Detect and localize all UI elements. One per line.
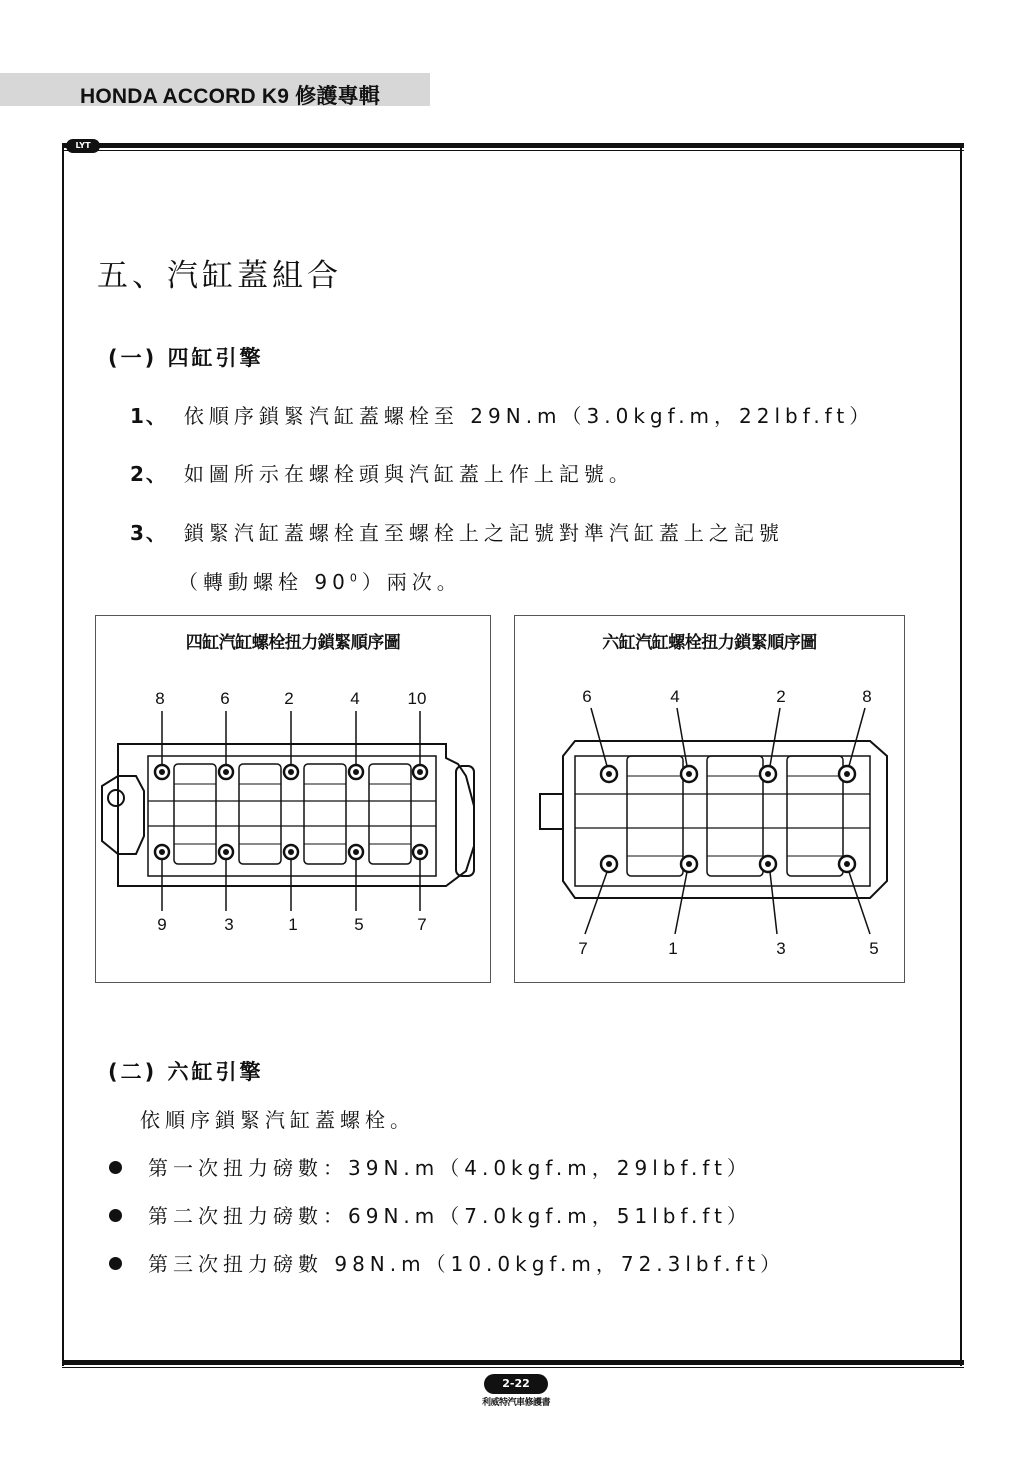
six-cyl-head-diagram xyxy=(515,616,906,984)
top-rule xyxy=(62,143,964,148)
figure-four-title: 四缸汽缸螺栓扭力鎖緊順序圖 xyxy=(185,633,401,653)
bottom-rule xyxy=(62,1360,964,1365)
four-top-label: 10 xyxy=(407,689,427,708)
bullet-dot-icon xyxy=(109,1209,122,1222)
torque-text-1: 第一次扭力磅數：39N.m（4.0kgf.m，29lbf.ft） xyxy=(148,1156,752,1180)
six-bottom-label: 7 xyxy=(578,939,588,958)
bullet-dot-icon xyxy=(109,1161,122,1174)
figure-four-cylinder xyxy=(95,615,491,983)
step-1 xyxy=(130,400,874,429)
four-bottom-label: 1 xyxy=(288,915,298,934)
six-top-label: 8 xyxy=(862,687,872,706)
publisher-name: 利威特汽車修護書 xyxy=(481,1398,550,1408)
step-2-number: 2、 xyxy=(130,462,168,486)
four-top-label: 2 xyxy=(284,689,294,708)
four-bottom-label: 7 xyxy=(417,915,427,934)
step-3-text: 鎖緊汽缸蓋螺栓直至螺栓上之記號對準汽缸蓋上之記號 xyxy=(183,521,784,545)
six-bottom-label: 1 xyxy=(668,939,678,958)
bottom-rule-thin xyxy=(62,1367,964,1368)
six-bottom-label: 5 xyxy=(869,939,879,958)
four-top-label: 4 xyxy=(350,689,360,708)
top-rule-thin xyxy=(62,150,964,151)
degree-superscript: 0 xyxy=(349,571,362,585)
figure-six-cylinder xyxy=(514,615,905,983)
four-top-label: 8 xyxy=(155,689,165,708)
bullet-dot-icon xyxy=(109,1257,122,1270)
torque-bullet-3 xyxy=(109,1248,785,1277)
header-title: HONDA ACCORD K9 修護專輯 xyxy=(80,85,380,108)
four-bottom-label: 3 xyxy=(224,915,234,934)
torque-text-3: 第三次扭力磅數 98N.m（10.0kgf.m，72.3lbf.ft） xyxy=(148,1252,786,1276)
four-cyl-heading: (一) 四缸引擎 xyxy=(108,346,264,370)
six-cyl-heading: (二) 六缸引擎 xyxy=(108,1060,264,1084)
six-top-label: 2 xyxy=(776,687,786,706)
six-top-label: 6 xyxy=(582,687,592,706)
step-2 xyxy=(130,458,634,487)
page-number-badge: 2-22 xyxy=(484,1374,548,1394)
torque-text-2: 第二次扭力磅數：69N.m（7.0kgf.m，51lbf.ft） xyxy=(148,1204,752,1228)
publisher-logo: LYT xyxy=(66,139,100,153)
step-3-number: 3、 xyxy=(130,521,168,545)
four-bottom-label: 9 xyxy=(157,915,167,934)
six-bottom-label: 3 xyxy=(776,939,786,958)
torque-bullet-1 xyxy=(109,1152,752,1181)
section-title: 五、汽缸蓋組合 xyxy=(97,258,342,294)
step-3-cont-suffix: ）兩次。 xyxy=(361,570,462,594)
step-1-text: 依順序鎖緊汽缸蓋螺栓至 29N.m（3.0kgf.m，22lbf.ft） xyxy=(183,404,875,428)
six-cyl-intro: 依順序鎖緊汽缸蓋螺栓。 xyxy=(140,1108,415,1132)
four-bottom-label: 5 xyxy=(354,915,364,934)
figure-six-title: 六缸汽缸螺栓扭力鎖緊順序圖 xyxy=(602,633,817,653)
step-3-cont-prefix: （轉動螺栓 90 xyxy=(178,570,350,594)
torque-bullet-2 xyxy=(109,1200,752,1229)
step-1-number: 1、 xyxy=(130,404,168,428)
four-top-label: 6 xyxy=(220,689,230,708)
four-cyl-head-diagram xyxy=(96,616,492,984)
step-3-continued xyxy=(178,566,462,595)
step-2-text: 如圖所示在螺栓頭與汽缸蓋上作上記號。 xyxy=(183,462,634,486)
six-top-label: 4 xyxy=(670,687,680,706)
step-3 xyxy=(130,517,784,546)
